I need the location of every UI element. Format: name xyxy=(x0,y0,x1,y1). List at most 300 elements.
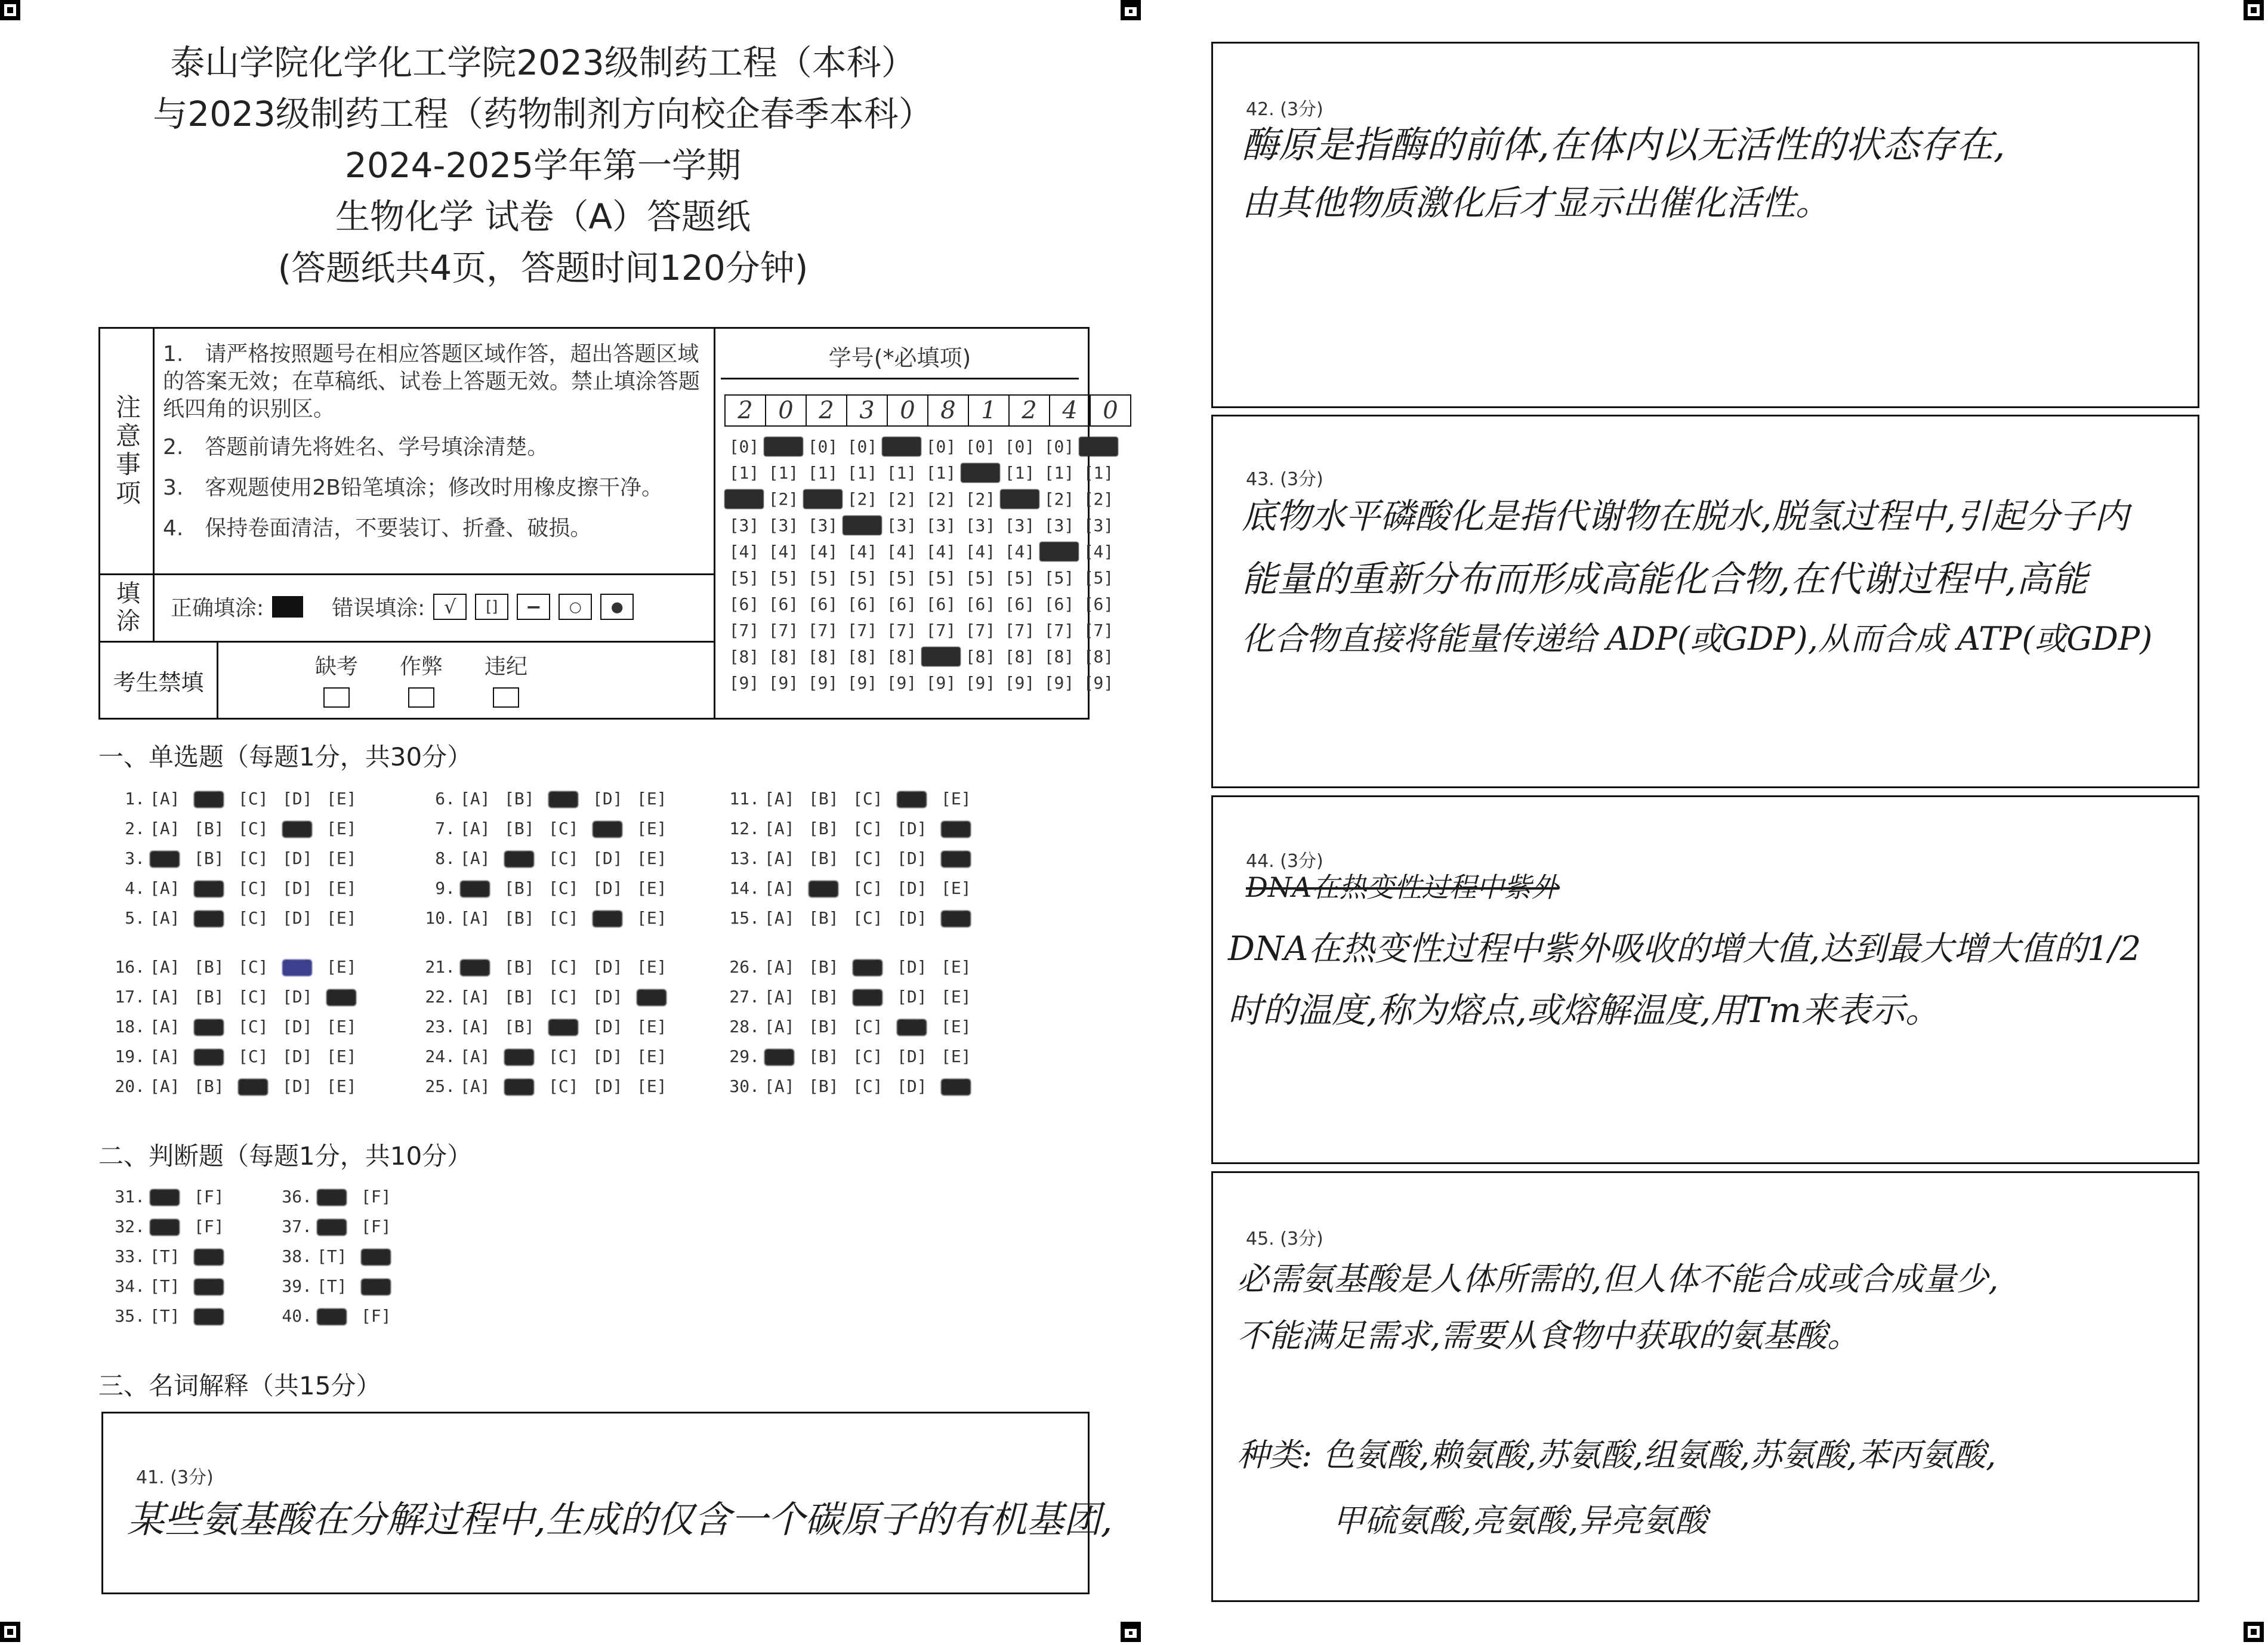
option-bubble[interactable]: [F] xyxy=(361,1305,391,1326)
id-bubble[interactable]: [1] xyxy=(1044,462,1075,483)
option-bubble[interactable]: [T] xyxy=(150,1276,180,1296)
option-bubble[interactable]: [D] xyxy=(282,1016,313,1036)
id-digit: 2 xyxy=(807,396,847,425)
option-bubble[interactable]: [E] xyxy=(326,878,357,898)
violation-checkbox[interactable] xyxy=(493,687,519,708)
option-bubble[interactable]: [B] xyxy=(809,986,839,1007)
option-bubble[interactable]: [E] xyxy=(941,986,971,1007)
id-bubble[interactable]: [6] xyxy=(729,594,760,614)
option-bubble[interactable]: [A] xyxy=(150,818,180,838)
id-bubble[interactable]: [1] xyxy=(729,462,760,483)
option-bubble[interactable] xyxy=(194,1246,238,1266)
option-bubble[interactable]: [T] xyxy=(317,1276,347,1296)
id-bubble[interactable]: [9] xyxy=(1004,672,1035,693)
id-bubble[interactable]: [4] xyxy=(847,541,878,561)
id-bubble-filled[interactable] xyxy=(843,516,882,535)
filled-mark xyxy=(897,1019,927,1036)
id-bubble[interactable]: [7] xyxy=(807,620,838,640)
option-bubble[interactable]: [D] xyxy=(593,848,623,868)
id-bubble[interactable]: [3] xyxy=(965,515,996,535)
id-bubble[interactable]: [4] xyxy=(1004,541,1035,561)
id-bubble-filled[interactable] xyxy=(764,437,803,456)
single-choice-row xyxy=(409,982,681,1011)
option-bubble[interactable] xyxy=(361,1276,405,1296)
option-bubble[interactable]: [E] xyxy=(326,788,357,808)
cheating-checkbox[interactable] xyxy=(408,687,434,708)
id-bubble[interactable]: [4] xyxy=(807,541,838,561)
option-bubble[interactable]: [D] xyxy=(282,908,313,928)
handwritten-answer-43-line-3: 化合物直接将能量传递给 ADP(或GDP),从而合成 ATP(或GDP) xyxy=(1242,620,2153,658)
option-bubble[interactable]: [A] xyxy=(460,908,490,928)
option-bubble[interactable]: [B] xyxy=(809,788,839,808)
option-bubble[interactable]: [C] xyxy=(853,788,883,808)
sheet-header xyxy=(95,37,990,294)
id-bubble[interactable]: [6] xyxy=(1083,594,1114,614)
option-bubble[interactable]: [B] xyxy=(809,818,839,838)
id-bubble[interactable]: [5] xyxy=(925,567,956,588)
answer-box-43[interactable] xyxy=(1211,415,2199,788)
id-bubble[interactable]: [0] xyxy=(925,436,956,456)
option-bubble[interactable] xyxy=(150,848,194,868)
id-bubble[interactable]: [8] xyxy=(807,646,838,666)
id-bubble[interactable]: [2] xyxy=(1044,489,1075,509)
id-bubble[interactable]: [7] xyxy=(768,620,799,640)
option-bubble[interactable] xyxy=(194,1276,238,1296)
option-bubble[interactable]: [F] xyxy=(361,1186,391,1206)
option-bubble[interactable]: [F] xyxy=(361,1216,391,1236)
option-bubble[interactable]: [A] xyxy=(150,1016,180,1036)
option-bubble[interactable]: [B] xyxy=(809,956,839,977)
id-bubble[interactable]: [1] xyxy=(768,462,799,483)
option-bubble[interactable]: [C] xyxy=(548,878,579,898)
option-bubble[interactable]: [C] xyxy=(238,1046,269,1066)
option-bubble[interactable]: [C] xyxy=(853,1076,883,1096)
option-bubble[interactable]: [D] xyxy=(282,986,313,1007)
option-bubble[interactable]: [A] xyxy=(460,788,490,808)
option-bubble[interactable]: [E] xyxy=(637,1076,667,1096)
option-bubble[interactable] xyxy=(326,987,371,1007)
option-bubble[interactable]: [A] xyxy=(764,1076,795,1096)
option-bubble[interactable]: [E] xyxy=(941,956,971,977)
option-bubble[interactable]: [A] xyxy=(460,1016,490,1036)
id-bubble[interactable]: [8] xyxy=(729,646,760,666)
option-bubble[interactable] xyxy=(460,957,504,977)
option-bubble[interactable]: [A] xyxy=(150,956,180,977)
option-bubble[interactable]: [D] xyxy=(897,848,927,868)
answer-box-45[interactable] xyxy=(1211,1171,2199,1602)
id-bubble[interactable]: [7] xyxy=(1083,620,1114,640)
option-bubble[interactable] xyxy=(504,1047,548,1066)
id-bubble[interactable]: [7] xyxy=(847,620,878,640)
id-bubble[interactable]: [3] xyxy=(1044,515,1075,535)
option-bubble[interactable]: [A] xyxy=(460,818,490,838)
option-bubble[interactable]: [A] xyxy=(764,1016,795,1036)
id-bubble[interactable]: [8] xyxy=(1044,646,1075,666)
option-bubble[interactable]: [A] xyxy=(764,818,795,838)
id-bubble-filled[interactable] xyxy=(1079,437,1118,456)
option-bubble[interactable]: [D] xyxy=(593,878,623,898)
question-number: 6. xyxy=(435,788,455,808)
option-bubble[interactable]: [C] xyxy=(853,1016,883,1036)
option-bubble[interactable]: [C] xyxy=(548,986,579,1007)
id-bubble[interactable]: [1] xyxy=(847,462,878,483)
question-number: 28. xyxy=(729,1016,760,1036)
id-bubble[interactable]: [3] xyxy=(925,515,956,535)
question-number: 29. xyxy=(729,1046,760,1066)
option-bubble[interactable] xyxy=(194,789,238,808)
id-bubble[interactable]: [9] xyxy=(729,672,760,693)
option-bubble[interactable]: [D] xyxy=(897,818,927,838)
option-bubble[interactable] xyxy=(504,848,548,868)
id-bubble[interactable]: [3] xyxy=(807,515,838,535)
option-bubble[interactable]: [E] xyxy=(637,1016,667,1036)
option-bubble[interactable]: [B] xyxy=(809,1076,839,1096)
id-bubble-filled[interactable] xyxy=(803,489,843,509)
option-bubble[interactable]: [C] xyxy=(548,1076,579,1096)
option-bubble[interactable]: [A] xyxy=(764,956,795,977)
option-bubble[interactable]: [F] xyxy=(194,1186,224,1206)
id-bubble[interactable]: [6] xyxy=(1044,594,1075,614)
option-bubble[interactable] xyxy=(282,819,326,838)
option-bubble[interactable]: [A] xyxy=(460,848,490,868)
option-bubble[interactable]: [D] xyxy=(593,788,623,808)
id-bubble[interactable]: [6] xyxy=(768,594,799,614)
option-bubble[interactable]: [D] xyxy=(897,986,927,1007)
id-bubble[interactable]: [3] xyxy=(886,515,917,535)
id-bubble[interactable]: [2] xyxy=(1083,489,1114,509)
id-bubble[interactable]: [8] xyxy=(768,646,799,666)
option-bubble[interactable]: [A] xyxy=(764,848,795,868)
option-bubble[interactable]: [B] xyxy=(194,848,224,868)
option-bubble[interactable]: [C] xyxy=(238,1016,269,1036)
id-bubble[interactable]: [7] xyxy=(1004,620,1035,640)
id-bubble-filled[interactable] xyxy=(724,489,764,509)
option-bubble[interactable]: [C] xyxy=(548,956,579,977)
option-bubble[interactable]: [D] xyxy=(282,848,313,868)
id-digit: 3 xyxy=(847,396,888,425)
option-bubble[interactable]: [B] xyxy=(504,878,535,898)
option-bubble[interactable] xyxy=(238,1076,282,1096)
id-bubble[interactable]: [8] xyxy=(886,646,917,666)
option-bubble[interactable]: [E] xyxy=(326,1076,357,1096)
option-bubble[interactable] xyxy=(941,1076,985,1096)
id-bubble[interactable]: [2] xyxy=(965,489,996,509)
handwritten-answer-45-line-4: 甲硫氨酸,亮氨酸,异亮氨酸 xyxy=(1332,1502,1708,1539)
option-bubble[interactable]: [E] xyxy=(637,956,667,977)
option-bubble[interactable] xyxy=(593,819,637,838)
option-bubble[interactable] xyxy=(317,1306,361,1326)
id-bubble[interactable]: [0] xyxy=(729,436,760,456)
option-bubble[interactable]: [B] xyxy=(194,1076,224,1096)
option-bubble[interactable]: [A] xyxy=(150,788,180,808)
option-bubble[interactable] xyxy=(897,789,941,808)
option-bubble[interactable]: [C] xyxy=(238,788,269,808)
option-bubble[interactable]: [C] xyxy=(548,1046,579,1066)
option-bubble[interactable] xyxy=(150,1187,194,1206)
option-bubble[interactable]: [B] xyxy=(809,848,839,868)
option-bubble[interactable] xyxy=(282,957,326,977)
option-bubble[interactable]: [C] xyxy=(238,908,269,928)
id-bubble[interactable]: [5] xyxy=(1004,567,1035,588)
option-bubble[interactable]: [T] xyxy=(150,1246,180,1266)
option-bubble[interactable] xyxy=(853,987,897,1007)
option-bubble[interactable]: [D] xyxy=(593,1046,623,1066)
id-bubble[interactable]: [9] xyxy=(847,672,878,693)
id-bubble[interactable]: [9] xyxy=(886,672,917,693)
id-bubble[interactable]: [0] xyxy=(807,436,838,456)
id-bubble[interactable]: [9] xyxy=(768,672,799,693)
id-bubble[interactable]: [0] xyxy=(1044,436,1075,456)
option-bubble[interactable] xyxy=(361,1246,405,1266)
option-bubble[interactable] xyxy=(150,1217,194,1236)
id-bubble[interactable]: [1] xyxy=(1004,462,1035,483)
option-bubble[interactable]: [D] xyxy=(897,1076,927,1096)
id-bubble[interactable]: [5] xyxy=(886,567,917,588)
option-bubble[interactable]: [B] xyxy=(504,986,535,1007)
option-bubble[interactable]: [B] xyxy=(809,1016,839,1036)
option-bubble[interactable]: [E] xyxy=(326,956,357,977)
option-bubble[interactable]: [D] xyxy=(897,1046,927,1066)
single-choice-row xyxy=(98,813,371,843)
id-bubble[interactable]: [6] xyxy=(886,594,917,614)
id-bubble[interactable]: [4] xyxy=(925,541,956,561)
id-bubble[interactable]: [2] xyxy=(886,489,917,509)
filled-mark xyxy=(361,1279,391,1295)
option-bubble[interactable]: [D] xyxy=(282,788,313,808)
option-bubble[interactable] xyxy=(504,1076,548,1096)
option-bubble[interactable]: [T] xyxy=(150,1305,180,1326)
option-bubble[interactable]: [A] xyxy=(150,878,180,898)
option-bubble[interactable]: [C] xyxy=(548,908,579,928)
option-bubble[interactable]: [D] xyxy=(593,956,623,977)
option-bubble[interactable]: [B] xyxy=(194,986,224,1007)
option-bubble[interactable]: [E] xyxy=(637,908,667,928)
id-bubble[interactable]: [9] xyxy=(1044,672,1075,693)
id-bubble[interactable]: [9] xyxy=(965,672,996,693)
option-bubble[interactable] xyxy=(897,1017,941,1036)
option-bubble[interactable]: [C] xyxy=(238,878,269,898)
id-bubble[interactable]: [7] xyxy=(886,620,917,640)
question-number: 33. xyxy=(115,1246,145,1266)
option-bubble[interactable]: [B] xyxy=(504,818,535,838)
option-bubble[interactable]: [A] xyxy=(460,1046,490,1066)
option-bubble[interactable]: [E] xyxy=(941,1046,971,1066)
id-bubble[interactable]: [1] xyxy=(886,462,917,483)
option-bubble[interactable]: [A] xyxy=(150,908,180,928)
id-bubble[interactable]: [3] xyxy=(729,515,760,535)
option-bubble[interactable]: [T] xyxy=(317,1246,347,1266)
option-bubble[interactable]: [A] xyxy=(764,878,795,898)
option-bubble[interactable]: [C] xyxy=(238,956,269,977)
id-bubble[interactable]: [4] xyxy=(729,541,760,561)
option-bubble[interactable]: [B] xyxy=(809,908,839,928)
option-bubble[interactable] xyxy=(194,1306,238,1326)
option-bubble[interactable]: [D] xyxy=(593,1016,623,1036)
id-bubble[interactable]: [9] xyxy=(807,672,838,693)
id-bubble[interactable]: [5] xyxy=(965,567,996,588)
id-bubble[interactable]: [3] xyxy=(768,515,799,535)
option-bubble[interactable]: [D] xyxy=(593,986,623,1007)
option-bubble[interactable]: [E] xyxy=(941,788,971,808)
option-bubble[interactable]: [E] xyxy=(637,788,667,808)
id-bubble-filled[interactable] xyxy=(1039,542,1079,561)
option-bubble[interactable]: [E] xyxy=(326,1046,357,1066)
option-bubble[interactable]: [D] xyxy=(593,1076,623,1096)
option-bubble[interactable]: [E] xyxy=(941,878,971,898)
id-bubble[interactable]: [8] xyxy=(1004,646,1035,666)
id-bubble[interactable]: [6] xyxy=(847,594,878,614)
id-bubble[interactable]: [3] xyxy=(1083,515,1114,535)
id-bubble[interactable]: [5] xyxy=(847,567,878,588)
option-bubble[interactable]: [A] xyxy=(460,986,490,1007)
question-number: 20. xyxy=(115,1076,145,1096)
option-bubble[interactable]: [B] xyxy=(504,788,535,808)
id-bubble[interactable]: [0] xyxy=(847,436,878,456)
option-bubble[interactable]: [D] xyxy=(897,908,927,928)
option-bubble[interactable] xyxy=(317,1217,361,1236)
id-bubble[interactable]: [2] xyxy=(847,489,878,509)
option-bubble[interactable]: [E] xyxy=(637,878,667,898)
id-bubble[interactable]: [2] xyxy=(925,489,956,509)
single-choice-row xyxy=(713,1071,985,1101)
id-bubble[interactable]: [0] xyxy=(1004,436,1035,456)
option-bubble[interactable]: [D] xyxy=(897,956,927,977)
option-bubble[interactable]: [E] xyxy=(326,1016,357,1036)
id-bubble[interactable]: [4] xyxy=(886,541,917,561)
id-bubble[interactable]: [9] xyxy=(925,672,956,693)
absent-checkbox[interactable] xyxy=(323,687,350,708)
option-bubble[interactable]: [C] xyxy=(238,986,269,1007)
option-bubble[interactable]: [E] xyxy=(637,848,667,868)
option-bubble[interactable]: [E] xyxy=(637,818,667,838)
id-bubble[interactable]: [7] xyxy=(925,620,956,640)
option-bubble[interactable] xyxy=(548,789,593,808)
id-bubble[interactable]: [8] xyxy=(1083,646,1114,666)
option-bubble[interactable]: [B] xyxy=(504,956,535,977)
option-bubble[interactable]: [A] xyxy=(150,986,180,1007)
option-bubble[interactable]: [A] xyxy=(764,986,795,1007)
id-bubble[interactable]: [6] xyxy=(1004,594,1035,614)
id-bubble[interactable]: [7] xyxy=(965,620,996,640)
option-bubble[interactable]: [B] xyxy=(809,1046,839,1066)
option-bubble[interactable] xyxy=(194,908,238,928)
option-bubble[interactable] xyxy=(853,957,897,977)
id-bubble[interactable]: [8] xyxy=(965,646,996,666)
option-bubble[interactable]: [B] xyxy=(194,956,224,977)
id-bubble[interactable]: [0] xyxy=(965,436,996,456)
option-bubble[interactable] xyxy=(764,1047,809,1066)
option-bubble[interactable]: [A] xyxy=(460,1076,490,1096)
id-bubble[interactable]: [1] xyxy=(925,462,956,483)
option-bubble[interactable] xyxy=(548,1017,593,1036)
id-bubble[interactable]: [7] xyxy=(1044,620,1075,640)
option-bubble[interactable]: [B] xyxy=(504,908,535,928)
option-bubble[interactable]: [C] xyxy=(853,848,883,868)
option-bubble[interactable]: [E] xyxy=(326,908,357,928)
id-bubble-filled[interactable] xyxy=(882,437,921,456)
true-false-row xyxy=(98,1211,238,1241)
id-bubble[interactable]: [6] xyxy=(925,594,956,614)
id-bubble[interactable]: [6] xyxy=(807,594,838,614)
option-bubble[interactable]: [D] xyxy=(282,878,313,898)
option-bubble[interactable] xyxy=(194,878,238,898)
option-bubble[interactable] xyxy=(593,908,637,928)
id-bubble[interactable]: [2] xyxy=(768,489,799,509)
answer-box-42[interactable] xyxy=(1211,42,2199,408)
single-choice-row xyxy=(409,1041,681,1071)
option-bubble[interactable]: [C] xyxy=(548,848,579,868)
id-bubble-filled[interactable] xyxy=(921,647,961,666)
option-bubble[interactable]: [A] xyxy=(150,1076,180,1096)
option-bubble[interactable]: [E] xyxy=(941,1016,971,1036)
option-bubble[interactable]: [B] xyxy=(504,1016,535,1036)
id-bubble[interactable]: [4] xyxy=(1083,541,1114,561)
id-bubble[interactable]: [5] xyxy=(768,567,799,588)
option-bubble[interactable] xyxy=(460,878,504,898)
true-false-row xyxy=(266,1241,405,1271)
id-bubble[interactable]: [1] xyxy=(1083,462,1114,483)
option-bubble[interactable]: [C] xyxy=(548,818,579,838)
id-bubble[interactable]: [9] xyxy=(1083,672,1114,693)
option-bubble[interactable]: [C] xyxy=(853,878,883,898)
id-bubble[interactable]: [5] xyxy=(807,567,838,588)
option-bubble[interactable]: [D] xyxy=(897,878,927,898)
cheating-label: 作弊 xyxy=(400,655,443,679)
notice-item: 3. 客观题使用2B铅笔填涂；修改时用橡皮擦干净。 xyxy=(163,476,663,500)
option-bubble[interactable] xyxy=(194,1047,238,1066)
id-bubble[interactable]: [5] xyxy=(729,567,760,588)
option-bubble[interactable]: [E] xyxy=(326,848,357,868)
option-bubble[interactable]: [C] xyxy=(238,818,269,838)
option-bubble[interactable]: [F] xyxy=(194,1216,224,1236)
id-bubble[interactable]: [3] xyxy=(1004,515,1035,535)
id-bubble-filled[interactable] xyxy=(1000,489,1039,509)
id-bubble[interactable]: [8] xyxy=(847,646,878,666)
option-bubble[interactable]: [A] xyxy=(150,1046,180,1066)
id-bubble[interactable]: [7] xyxy=(729,620,760,640)
id-bubble[interactable]: [4] xyxy=(768,541,799,561)
option-bubble[interactable]: [E] xyxy=(637,1046,667,1066)
option-bubble[interactable] xyxy=(194,1017,238,1036)
option-bubble[interactable] xyxy=(941,848,985,868)
option-bubble[interactable]: [E] xyxy=(326,818,357,838)
id-bubble[interactable]: [1] xyxy=(807,462,838,483)
option-bubble[interactable]: [B] xyxy=(194,818,224,838)
id-bubble[interactable]: [5] xyxy=(1044,567,1075,588)
answer-box-44[interactable] xyxy=(1211,795,2199,1164)
option-bubble[interactable]: [D] xyxy=(282,1046,313,1066)
option-bubble[interactable]: [C] xyxy=(238,848,269,868)
option-bubble[interactable]: [D] xyxy=(282,1076,313,1096)
option-bubble[interactable] xyxy=(637,987,681,1007)
question-label-43: 43. (3分) xyxy=(1246,469,1323,490)
option-bubble[interactable]: [A] xyxy=(764,908,795,928)
option-bubble[interactable] xyxy=(941,908,985,928)
option-bubble[interactable] xyxy=(941,819,985,838)
id-bubble[interactable]: [5] xyxy=(1083,567,1114,588)
option-bubble[interactable] xyxy=(809,878,853,898)
option-bubble[interactable]: [C] xyxy=(853,908,883,928)
option-bubble[interactable]: [A] xyxy=(764,788,795,808)
notice-block xyxy=(98,327,1118,720)
answer-box-41[interactable] xyxy=(101,1412,1113,1594)
option-bubble[interactable]: [C] xyxy=(853,818,883,838)
id-bubble[interactable]: [4] xyxy=(965,541,996,561)
id-bubble-filled[interactable] xyxy=(961,463,1000,483)
option-bubble[interactable] xyxy=(317,1187,361,1206)
id-bubble[interactable]: [6] xyxy=(965,594,996,614)
option-bubble[interactable]: [C] xyxy=(853,1046,883,1066)
